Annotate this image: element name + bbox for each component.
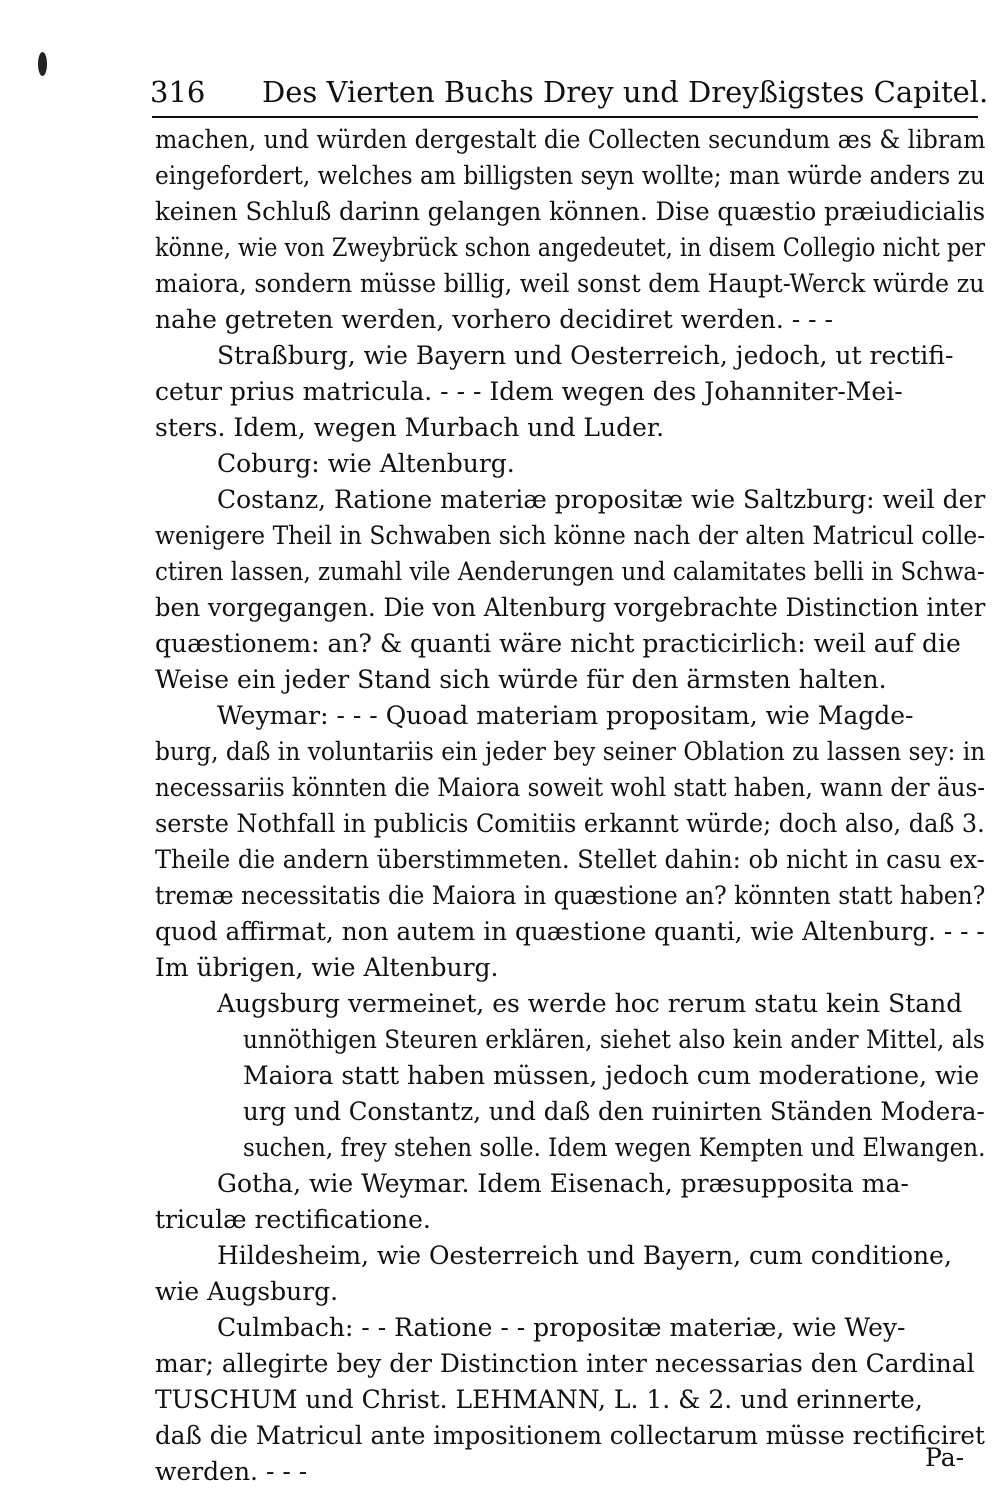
text-line: necessariis könnten die Maiora soweit wohl statt haben, wann der äus- xyxy=(155,773,986,802)
text-line: werden. - - - xyxy=(155,1457,308,1486)
text-line: unnöthigen Steuren erklären, siehet also kein ander Mittel, als xyxy=(243,1025,985,1054)
text-line: machen, und würden dergestalt die Collecten secundum æs & libram xyxy=(155,125,986,154)
running-header xyxy=(150,72,989,112)
text-line: nahe getreten werden, vorhero decidiret werden. - - - xyxy=(155,305,833,334)
text-line: ctiren lassen, zumahl vile Aenderungen und calamitates belli in Schwa- xyxy=(155,557,985,586)
catchword: Pa- xyxy=(925,1443,965,1472)
text-line: TUSCHUM und Christ. LEHMANN, L. 1. & 2. und erinnerte, xyxy=(155,1385,923,1414)
text-line: daß die Matricul ante impositionem collectarum müsse rectificiret xyxy=(155,1421,985,1450)
text-line: Culmbach: - - Ratione - - propositæ materiæ, wie Wey- xyxy=(217,1313,906,1342)
text-line: triculæ rectificatione. xyxy=(155,1205,431,1234)
text-line: urg und Constantz, und daß den ruinirten Ständen Modera- xyxy=(243,1097,985,1126)
text-line: Weise ein jeder Stand sich würde für den ärmsten halten. xyxy=(155,665,887,694)
text-line: wenigere Theil in Schwaben sich könne nach der alten Matricul colle- xyxy=(155,521,986,550)
text-line: Costanz, Ratione materiæ propositæ wie Saltzburg: weil der xyxy=(217,485,986,514)
text-line: Hildesheim, wie Oesterreich und Bayern, cum conditione, xyxy=(217,1241,952,1270)
text-line: Weymar: - - - Quoad materiam propositam, wie Magde- xyxy=(217,701,914,730)
text-line: Maiora statt haben müssen, jedoch cum moderatione, wie xyxy=(243,1061,980,1090)
text-line: Augsburg vermeinet, es werde hoc rerum statu kein Stand xyxy=(217,989,963,1018)
text-line: wie Augsburg. xyxy=(155,1277,339,1306)
text-line: Im übrigen, wie Altenburg. xyxy=(155,953,499,982)
text-line: burg, daß in voluntariis ein jeder bey seiner Oblation zu lassen sey: in xyxy=(155,737,986,766)
text-line: Straßburg, wie Bayern und Oesterreich, jedoch, ut rectifi- xyxy=(217,341,954,370)
page-number: 316 xyxy=(150,75,206,109)
header-rule xyxy=(152,116,978,118)
ink-smudge xyxy=(38,52,47,76)
text-line: mar; allegirte bey der Distinction inter necessarias den Cardinal xyxy=(155,1349,975,1378)
text-line: könne, wie von Zweybrück schon angedeutet, in disem Collegio nicht per xyxy=(155,233,986,262)
text-line: quæstionem: an? & quanti wäre nicht practicirlich: weil auf die xyxy=(155,629,961,658)
text-line: cetur prius matricula. - - - Idem wegen des Johanniter-Mei- xyxy=(155,377,903,406)
text-line: suchen, frey stehen solle. Idem wegen Kempten und Elwangen. xyxy=(243,1133,986,1162)
text-line: Gotha, wie Weymar. Idem Eisenach, præsupposita ma- xyxy=(217,1169,909,1198)
text-line: Theile die andern überstimmeten. Stellet dahin: ob nicht in casu ex- xyxy=(155,845,985,874)
text-line: quod affirmat, non autem in quæstione quanti, wie Altenburg. - - - xyxy=(155,917,985,946)
text-line: sters. Idem, wegen Murbach und Luder. xyxy=(155,413,665,442)
running-title: Des Vierten Buchs Drey und Dreyßigstes Capitel. xyxy=(262,75,989,109)
text-line: eingefordert, welches am billigsten seyn wollte; man würde anders zu xyxy=(155,161,985,190)
text-line: serste Nothfall in publicis Comitiis erkannt würde; doch also, daß 3. xyxy=(155,809,985,838)
text-line: maiora, sondern müsse billig, weil sonst dem Haupt-Werck würde zu xyxy=(155,269,985,298)
text-line: tremæ necessitatis die Maiora in quæstione an? könnten statt haben? xyxy=(155,881,986,910)
text-line: Coburg: wie Altenburg. xyxy=(217,449,515,478)
text-line: ben vorgegangen. Die von Altenburg vorgebrachte Distinction inter xyxy=(155,593,986,622)
text-line: keinen Schluß darinn gelangen können. Dise quæstio præiudicialis xyxy=(155,197,986,226)
